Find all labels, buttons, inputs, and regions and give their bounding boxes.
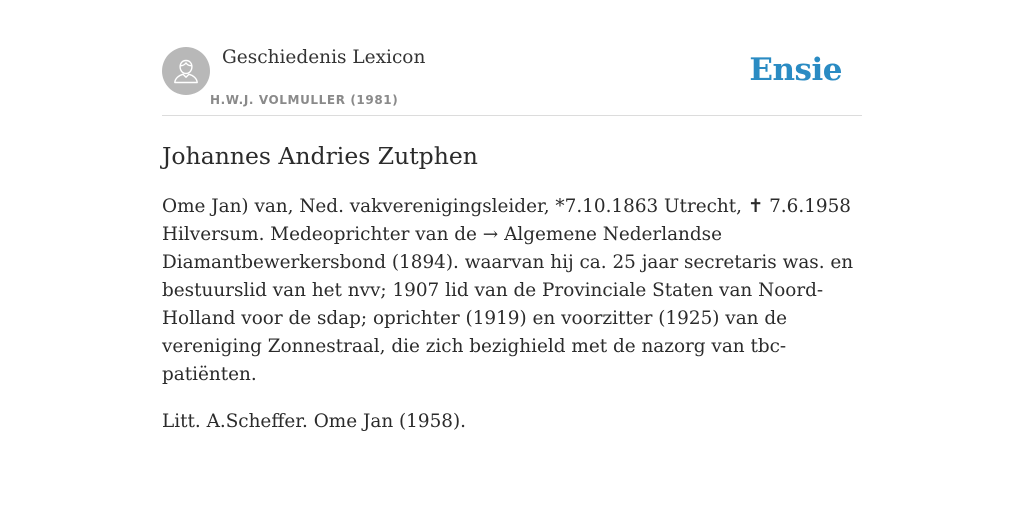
- source-header: [162, 46, 862, 116]
- avatar[interactable]: [162, 47, 210, 95]
- entry-body: [162, 193, 862, 436]
- entry-link[interactable]: Algemene Nederlandse Diamantbewerkersbond: [162, 224, 722, 273]
- entry-title: Johannes Andries Zutphen: [162, 142, 478, 170]
- user-icon: [171, 56, 201, 86]
- entry-card: [162, 46, 862, 455]
- source-author[interactable]: H.W.J. VOLMULLER (1981): [210, 93, 399, 107]
- brand-logo[interactable]: Ensie: [749, 52, 842, 88]
- entry-text: Ome Jan) van, Ned. vakverenigingsleider, *7.10.1863 Utrecht, ✝ 7.6.1958 Hilversum. Medeoprichter van de: [162, 196, 852, 245]
- entry-paragraph: [162, 193, 862, 389]
- source-title[interactable]: Geschiedenis Lexicon: [222, 47, 426, 68]
- entry-literature: Litt. A.Scheffer. Ome Jan (1958).: [162, 411, 467, 432]
- entry-text: (1894). waarvan hij ca. 25 jaar secretaris was. en bestuurslid van het nvv; 1907 lid van de Provinciale Staten van Noord-Holland voor de sdap; oprichter (1919) en voorzitter (1925) van de vereniging Zonnestraal, die zich bezighield met de nazorg van tbc-patiënten.: [162, 252, 854, 385]
- arrow-right-icon: →: [482, 224, 499, 245]
